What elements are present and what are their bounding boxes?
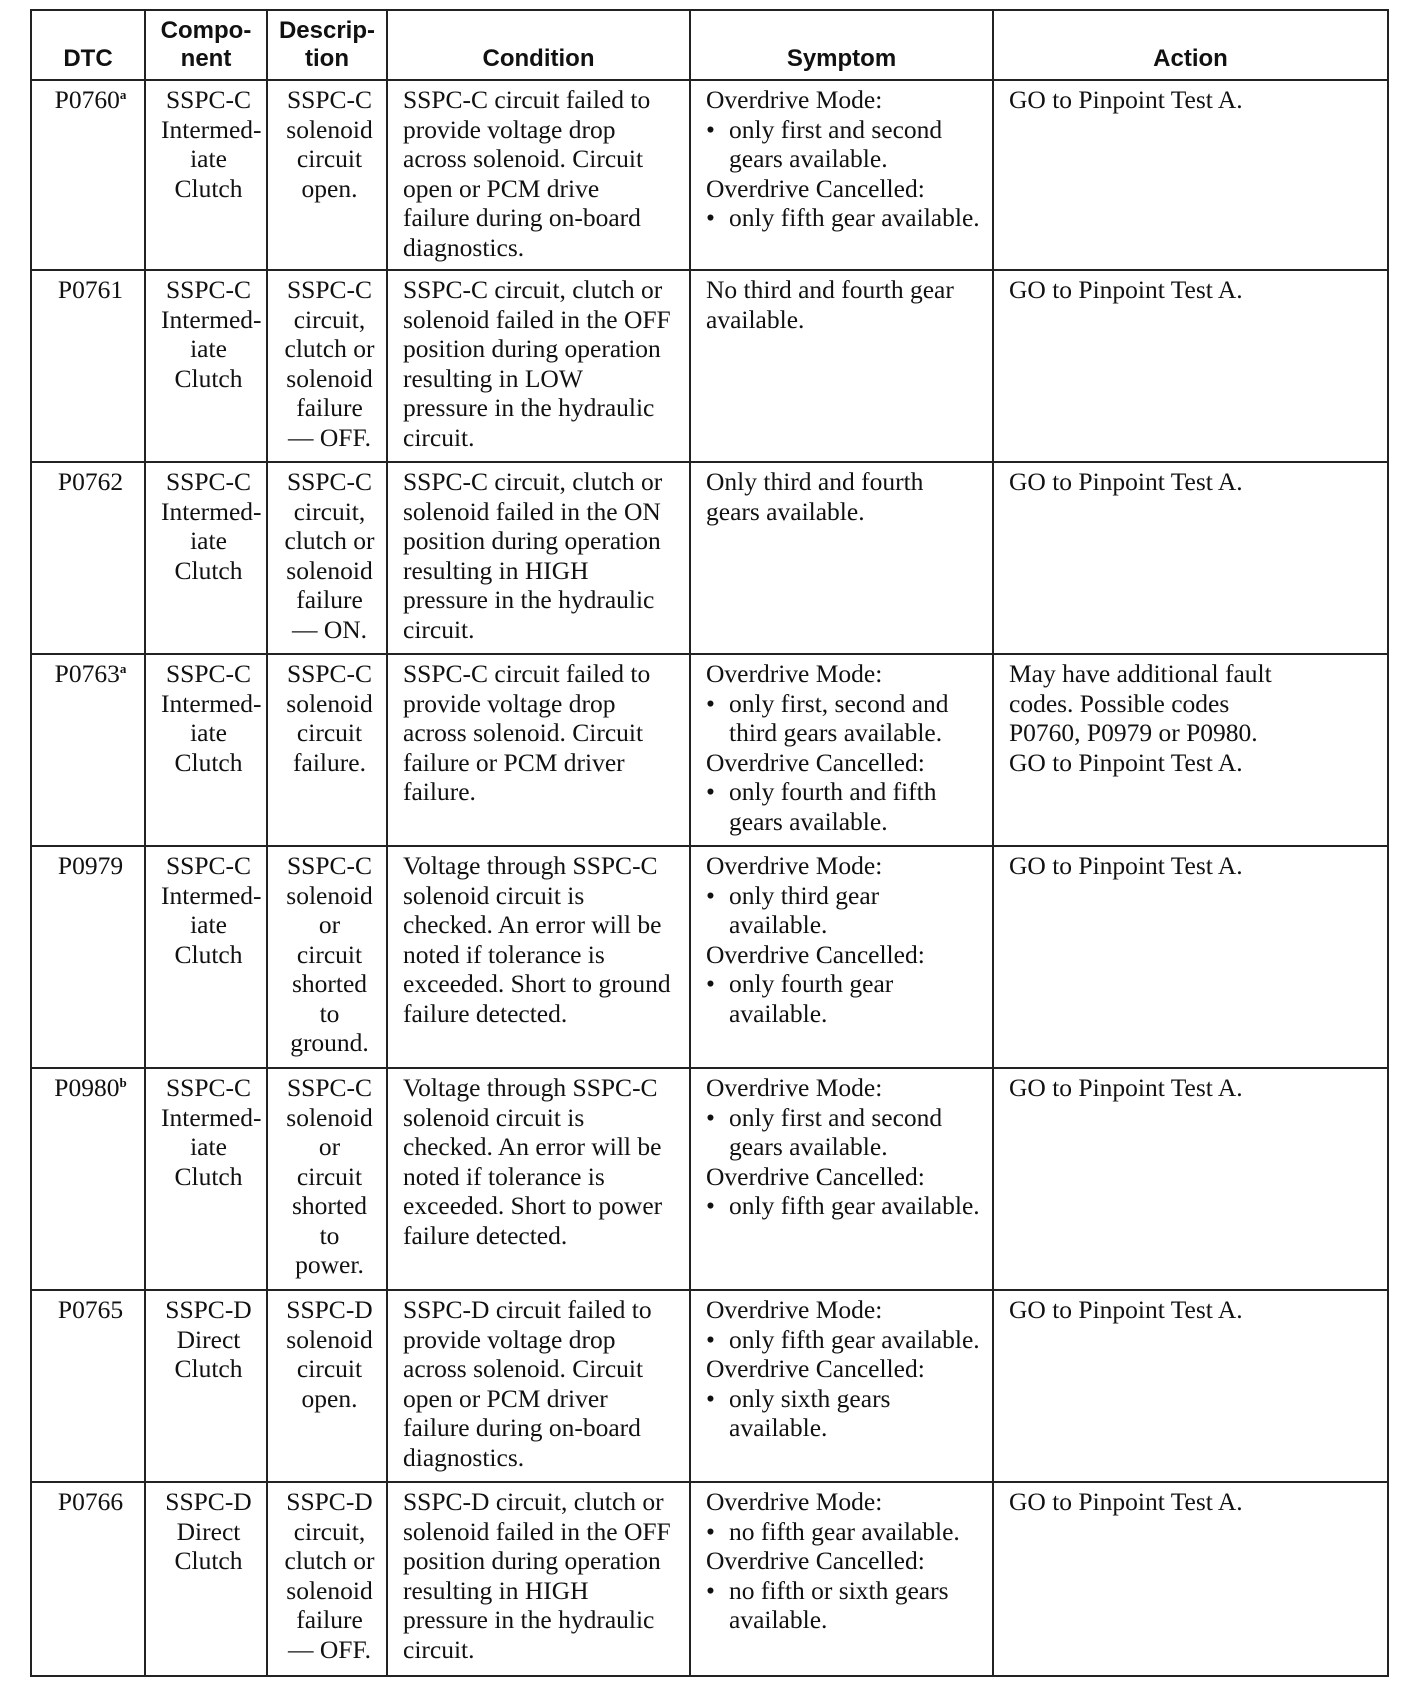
action-cell: [993, 654, 1388, 846]
description-cell-line: solenoid: [286, 1102, 373, 1132]
dtc-code: P0763: [54, 659, 120, 688]
description-cell-line: clutch or: [284, 1546, 375, 1575]
header-dtc: DTC: [31, 10, 145, 80]
condition-cell-line: diagnostics.: [403, 232, 525, 262]
description-cell-line: solenoid: [286, 1324, 373, 1354]
description-cell-line: to: [319, 998, 340, 1028]
header-component: Compo- nent: [145, 10, 267, 80]
component-cell-line: Direct: [176, 1516, 241, 1546]
component-cell-line: SSPC-D: [165, 1295, 252, 1324]
bullet-icon: •: [706, 203, 715, 232]
bullet-icon: •: [706, 1102, 715, 1132]
description-cell-line: open.: [301, 1383, 358, 1413]
action-cell: [993, 1482, 1388, 1676]
description-cell-line: SSPC-C: [286, 85, 373, 114]
description-cell-line: SSPC-C: [286, 467, 373, 496]
condition-cell-line: SSPC-D circuit, clutch or: [403, 1487, 664, 1516]
component-cell-line: iate: [190, 334, 227, 363]
dtc-code-cell: [31, 80, 145, 270]
component-cell: [145, 462, 267, 654]
condition-cell-line: failure detected.: [403, 1220, 568, 1250]
condition-cell-line: exceeded. Short to ground: [403, 969, 671, 998]
symptom-line: Overdrive Cancelled:: [706, 747, 925, 777]
description-cell-line: solenoid: [286, 114, 373, 144]
description-cell-line: failure: [296, 393, 363, 422]
component-cell-line: Intermed-: [161, 1102, 262, 1132]
condition-cell: [387, 462, 690, 654]
bullet-icon: •: [706, 1575, 715, 1605]
component-cell: [145, 1290, 267, 1482]
symptom-line: Overdrive Cancelled:: [706, 1161, 925, 1191]
component-cell-line: Intermed-: [161, 114, 262, 144]
description-cell-line: circuit,: [293, 496, 366, 526]
table-row: [31, 1482, 1388, 1676]
table-row: [31, 1068, 1388, 1290]
table-row: [31, 270, 1388, 462]
condition-cell-line: resulting in LOW: [403, 363, 583, 393]
symptom-cell: [690, 80, 993, 270]
condition-cell-line: open or PCM drive: [403, 173, 600, 203]
dtc-table: [30, 9, 1389, 1677]
action-cell: [993, 270, 1388, 462]
dtc-code: P0765: [57, 1295, 124, 1324]
condition-cell-line: circuit.: [403, 614, 475, 644]
dtc-code-cell: [31, 1482, 145, 1676]
condition-cell-line: solenoid failed in the ON: [403, 496, 661, 526]
bullet-icon: •: [706, 880, 715, 910]
symptom-bullet: [706, 203, 982, 233]
component-cell-line: Intermed-: [161, 496, 262, 526]
condition-cell-line: circuit.: [403, 422, 475, 452]
symptom-line: Overdrive Mode:: [706, 1487, 883, 1516]
condition-cell-line: SSPC-D circuit failed to: [403, 1295, 652, 1324]
action-cell-line: codes. Possible codes: [1009, 688, 1230, 718]
description-cell-line: or: [318, 910, 341, 939]
action-cell-line: P0760, P0979 or P0980.: [1009, 718, 1258, 747]
component-cell-line: Clutch: [174, 363, 243, 393]
description-cell-line: SSPC-C: [286, 659, 373, 688]
table-row: [31, 846, 1388, 1068]
description-cell: [267, 846, 387, 1068]
dtc-code-cell: [31, 270, 145, 462]
condition-cell-line: solenoid circuit is: [403, 880, 585, 910]
description-cell: [267, 270, 387, 462]
description-cell-line: circuit,: [293, 1516, 366, 1546]
description-cell: [267, 1482, 387, 1676]
symptom-line: gears available.: [706, 496, 865, 526]
condition-cell-line: across solenoid. Circuit: [403, 144, 644, 173]
condition-cell: [387, 1482, 690, 1676]
description-cell-line: shorted: [291, 1191, 368, 1220]
description-cell-line: SSPC-C: [286, 851, 373, 880]
condition-cell-line: pressure in the hydraulic: [403, 585, 655, 614]
description-cell-line: circuit: [296, 144, 363, 173]
condition-cell-line: solenoid failed in the OFF: [403, 304, 671, 334]
description-cell-line: — OFF.: [288, 422, 371, 452]
table-row: [31, 654, 1388, 846]
component-cell-line: Clutch: [174, 173, 243, 203]
condition-cell-line: SSPC-C circuit failed to: [403, 659, 651, 688]
description-cell: [267, 462, 387, 654]
condition-cell-line: diagnostics.: [403, 1442, 525, 1472]
header-action: Action: [993, 10, 1388, 80]
condition-cell-line: checked. An error will be: [403, 1132, 662, 1161]
condition-cell-line: position during operation: [403, 526, 661, 555]
condition-cell-line: position during operation: [403, 1546, 661, 1575]
component-cell-line: SSPC-C: [165, 85, 252, 114]
symptom-line: Overdrive Mode:: [706, 851, 883, 880]
condition-cell-line: failure or PCM driver: [403, 747, 625, 777]
component-cell-line: Clutch: [174, 1546, 243, 1575]
symptom-bullet: [706, 1517, 982, 1547]
condition-cell-line: position during operation: [403, 334, 661, 363]
action-cell: [993, 1290, 1388, 1482]
symptom-bullet: [706, 1325, 982, 1355]
description-cell-line: to: [319, 1220, 340, 1250]
symptom-bullet: [706, 1103, 982, 1162]
dtc-code-cell: [31, 1290, 145, 1482]
description-cell-line: — OFF.: [288, 1634, 371, 1664]
symptom-cell: [690, 1290, 993, 1482]
symptom-cell: [690, 462, 993, 654]
component-cell-line: iate: [190, 1132, 227, 1161]
description-cell-line: power.: [295, 1250, 364, 1279]
symptom-bullet-text: no fifth or sixth gears available.: [729, 1575, 949, 1634]
symptom-bullet-text: only fifth gear available.: [729, 1191, 980, 1220]
condition-cell-line: provide voltage drop: [403, 114, 616, 144]
table-header-row: [31, 10, 1388, 80]
description-cell-line: failure.: [293, 747, 366, 777]
condition-cell-line: failure detected.: [403, 998, 568, 1028]
footnote-marker: a: [119, 661, 127, 676]
description-cell-line: solenoid: [286, 880, 373, 910]
component-cell-line: SSPC-C: [165, 275, 252, 304]
component-cell-line: Intermed-: [161, 688, 262, 718]
action-cell-line: GO to Pinpoint Test A.: [1009, 1487, 1243, 1516]
condition-cell-line: pressure in the hydraulic: [403, 393, 655, 422]
component-cell-line: iate: [190, 718, 227, 747]
description-cell-line: circuit: [296, 1354, 363, 1383]
action-cell: [993, 462, 1388, 654]
component-cell-line: SSPC-D: [165, 1487, 252, 1516]
description-cell-line: clutch or: [284, 526, 375, 555]
component-cell-line: iate: [190, 526, 227, 555]
condition-cell-line: provide voltage drop: [403, 688, 616, 718]
condition-cell-line: circuit.: [403, 1634, 475, 1664]
description-cell: [267, 1290, 387, 1482]
symptom-bullet: [706, 969, 982, 1028]
condition-cell-line: provide voltage drop: [403, 1324, 616, 1354]
description-cell-line: solenoid: [286, 688, 373, 718]
header-condition: Condition: [387, 10, 690, 80]
symptom-cell: [690, 846, 993, 1068]
component-cell-line: Clutch: [174, 939, 243, 969]
condition-cell-line: across solenoid. Circuit: [403, 718, 644, 747]
dtc-code: P0761: [57, 275, 124, 304]
symptom-bullet: [706, 115, 982, 174]
symptom-bullet: [706, 1576, 982, 1635]
description-cell-line: SSPC-D: [286, 1487, 373, 1516]
condition-cell-line: SSPC-C circuit failed to: [403, 85, 651, 114]
action-cell-line: GO to Pinpoint Test A.: [1009, 1295, 1243, 1324]
bullet-icon: •: [706, 688, 715, 718]
description-cell-line: — ON.: [291, 614, 368, 644]
action-cell-line: GO to Pinpoint Test A.: [1009, 467, 1243, 496]
action-cell-line: GO to Pinpoint Test A.: [1009, 275, 1243, 304]
table-row: [31, 1290, 1388, 1482]
component-cell: [145, 654, 267, 846]
symptom-line: Overdrive Mode:: [706, 85, 883, 114]
symptom-bullet-text: only fourth gear available.: [729, 969, 894, 1028]
description-cell: [267, 80, 387, 270]
symptom-line: Overdrive Mode:: [706, 1295, 883, 1324]
bullet-icon: •: [706, 1516, 715, 1546]
component-cell-line: Intermed-: [161, 880, 262, 910]
component-cell-line: Clutch: [174, 555, 243, 585]
condition-cell-line: across solenoid. Circuit: [403, 1354, 644, 1383]
header-symptom: Symptom: [690, 10, 993, 80]
bullet-icon: •: [706, 1383, 715, 1413]
table-body: [31, 80, 1388, 1676]
symptom-line: Overdrive Mode:: [706, 659, 883, 688]
description-cell-line: or: [318, 1132, 341, 1161]
symptom-line: Only third and fourth: [706, 467, 924, 496]
component-cell-line: iate: [190, 144, 227, 173]
description-cell-line: failure: [296, 585, 363, 614]
symptom-cell: [690, 1482, 993, 1676]
dtc-code: P0762: [57, 467, 124, 496]
condition-cell-line: Voltage through SSPC-C: [403, 1073, 658, 1102]
description-cell-line: circuit: [296, 1161, 363, 1191]
condition-cell-line: open or PCM driver: [403, 1383, 608, 1413]
condition-cell-line: exceeded. Short to power: [403, 1191, 663, 1220]
description-cell-line: solenoid: [286, 363, 373, 393]
symptom-bullet: [706, 881, 982, 940]
component-cell-line: Clutch: [174, 747, 243, 777]
condition-cell-line: solenoid failed in the OFF: [403, 1516, 671, 1546]
action-cell-line: GO to Pinpoint Test A.: [1009, 1073, 1243, 1102]
symptom-cell: [690, 654, 993, 846]
symptom-bullet-text: only fifth gear available.: [729, 1324, 980, 1354]
symptom-bullet-text: only first and second gears available.: [729, 114, 943, 173]
symptom-bullet: [706, 777, 982, 836]
bullet-icon: •: [706, 969, 715, 998]
bullet-icon: •: [706, 114, 715, 144]
symptom-bullet-text: no fifth gear available.: [729, 1516, 960, 1546]
condition-cell-line: pressure in the hydraulic: [403, 1605, 655, 1634]
symptom-bullet-text: only first, second and third gears available.: [729, 688, 949, 747]
condition-cell-line: solenoid circuit is: [403, 1102, 585, 1132]
component-cell: [145, 80, 267, 270]
description-cell-line: solenoid: [286, 555, 373, 585]
symptom-bullet-text: only third gear available.: [729, 880, 880, 939]
component-cell-line: Clutch: [174, 1161, 243, 1191]
symptom-line: Overdrive Cancelled:: [706, 173, 925, 203]
condition-cell-line: resulting in HIGH: [403, 1575, 589, 1605]
dtc-code-cell: [31, 1068, 145, 1290]
description-cell: [267, 654, 387, 846]
condition-cell-line: checked. An error will be: [403, 910, 662, 939]
bullet-icon: •: [706, 1324, 715, 1354]
component-cell-line: SSPC-C: [165, 467, 252, 496]
component-cell-line: Direct: [176, 1324, 241, 1354]
description-cell-line: circuit: [296, 718, 363, 747]
condition-cell-line: noted if tolerance is: [403, 1161, 605, 1191]
bullet-icon: •: [706, 1191, 715, 1220]
dtc-code-cell: [31, 462, 145, 654]
dtc-code-cell: [31, 846, 145, 1068]
condition-cell: [387, 1290, 690, 1482]
symptom-bullet: [706, 1384, 982, 1443]
dtc-code: P0980: [54, 1073, 120, 1102]
action-cell: [993, 80, 1388, 270]
description-cell-line: circuit,: [293, 304, 366, 334]
condition-cell: [387, 846, 690, 1068]
component-cell-line: Clutch: [174, 1354, 243, 1383]
condition-cell: [387, 80, 690, 270]
description-cell-line: SSPC-C: [286, 275, 373, 304]
description-cell-line: ground.: [290, 1028, 369, 1057]
action-cell: [993, 846, 1388, 1068]
symptom-bullet-text: only fourth and fifth gears available.: [729, 777, 937, 836]
header-description: Descrip- tion: [267, 10, 387, 80]
action-cell: [993, 1068, 1388, 1290]
condition-cell-line: failure during on-board: [403, 1413, 641, 1442]
description-cell-line: clutch or: [284, 334, 375, 363]
condition-cell-line: failure.: [403, 777, 476, 806]
dtc-code-cell: [31, 654, 145, 846]
footnote-marker: b: [119, 1075, 127, 1090]
symptom-bullet-text: only sixth gears available.: [729, 1383, 891, 1442]
description-cell-line: SSPC-D: [286, 1295, 373, 1324]
symptom-cell: [690, 270, 993, 462]
description-cell-line: shorted: [291, 969, 368, 998]
condition-cell-line: resulting in HIGH: [403, 555, 589, 585]
action-cell-line: GO to Pinpoint Test A.: [1009, 85, 1243, 114]
symptom-cell: [690, 1068, 993, 1290]
condition-cell: [387, 654, 690, 846]
table-row: [31, 80, 1388, 270]
description-cell-line: open.: [301, 173, 358, 203]
description-cell-line: failure: [296, 1605, 363, 1634]
dtc-code: P0766: [57, 1487, 124, 1516]
condition-cell-line: Voltage through SSPC-C: [403, 851, 658, 880]
description-cell-line: solenoid: [286, 1575, 373, 1605]
dtc-code: P0979: [57, 851, 124, 880]
condition-cell-line: noted if tolerance is: [403, 939, 605, 969]
table-row: [31, 462, 1388, 654]
symptom-bullet-text: only fifth gear available.: [729, 203, 980, 232]
action-cell-line: May have additional fault: [1009, 659, 1272, 688]
action-cell-line: GO to Pinpoint Test A.: [1009, 851, 1243, 880]
description-cell: [267, 1068, 387, 1290]
condition-cell-line: failure during on-board: [403, 203, 641, 232]
symptom-line: Overdrive Mode:: [706, 1073, 883, 1102]
description-cell-line: circuit: [296, 939, 363, 969]
component-cell-line: SSPC-C: [165, 851, 252, 880]
symptom-line: Overdrive Cancelled:: [706, 1354, 925, 1383]
symptom-line: Overdrive Cancelled:: [706, 939, 925, 969]
symptom-bullet-text: only first and second gears available.: [729, 1102, 943, 1161]
bullet-icon: •: [706, 777, 715, 806]
component-cell: [145, 270, 267, 462]
component-cell: [145, 1482, 267, 1676]
symptom-line: Overdrive Cancelled:: [706, 1546, 925, 1575]
component-cell: [145, 1068, 267, 1290]
symptom-bullet: [706, 1191, 982, 1221]
condition-cell-line: SSPC-C circuit, clutch or: [403, 467, 663, 496]
component-cell-line: iate: [190, 910, 227, 939]
action-cell-line: GO to Pinpoint Test A.: [1009, 747, 1243, 777]
condition-cell-line: SSPC-C circuit, clutch or: [403, 275, 663, 304]
footnote-marker: a: [119, 87, 127, 102]
component-cell-line: SSPC-C: [165, 659, 252, 688]
symptom-line: available.: [706, 304, 805, 334]
component-cell-line: SSPC-C: [165, 1073, 252, 1102]
symptom-line: No third and fourth gear: [706, 275, 954, 304]
symptom-bullet: [706, 689, 982, 748]
component-cell: [145, 846, 267, 1068]
condition-cell: [387, 1068, 690, 1290]
condition-cell: [387, 270, 690, 462]
dtc-code: P0760: [54, 85, 120, 114]
component-cell-line: Intermed-: [161, 304, 262, 334]
description-cell-line: SSPC-C: [286, 1073, 373, 1102]
